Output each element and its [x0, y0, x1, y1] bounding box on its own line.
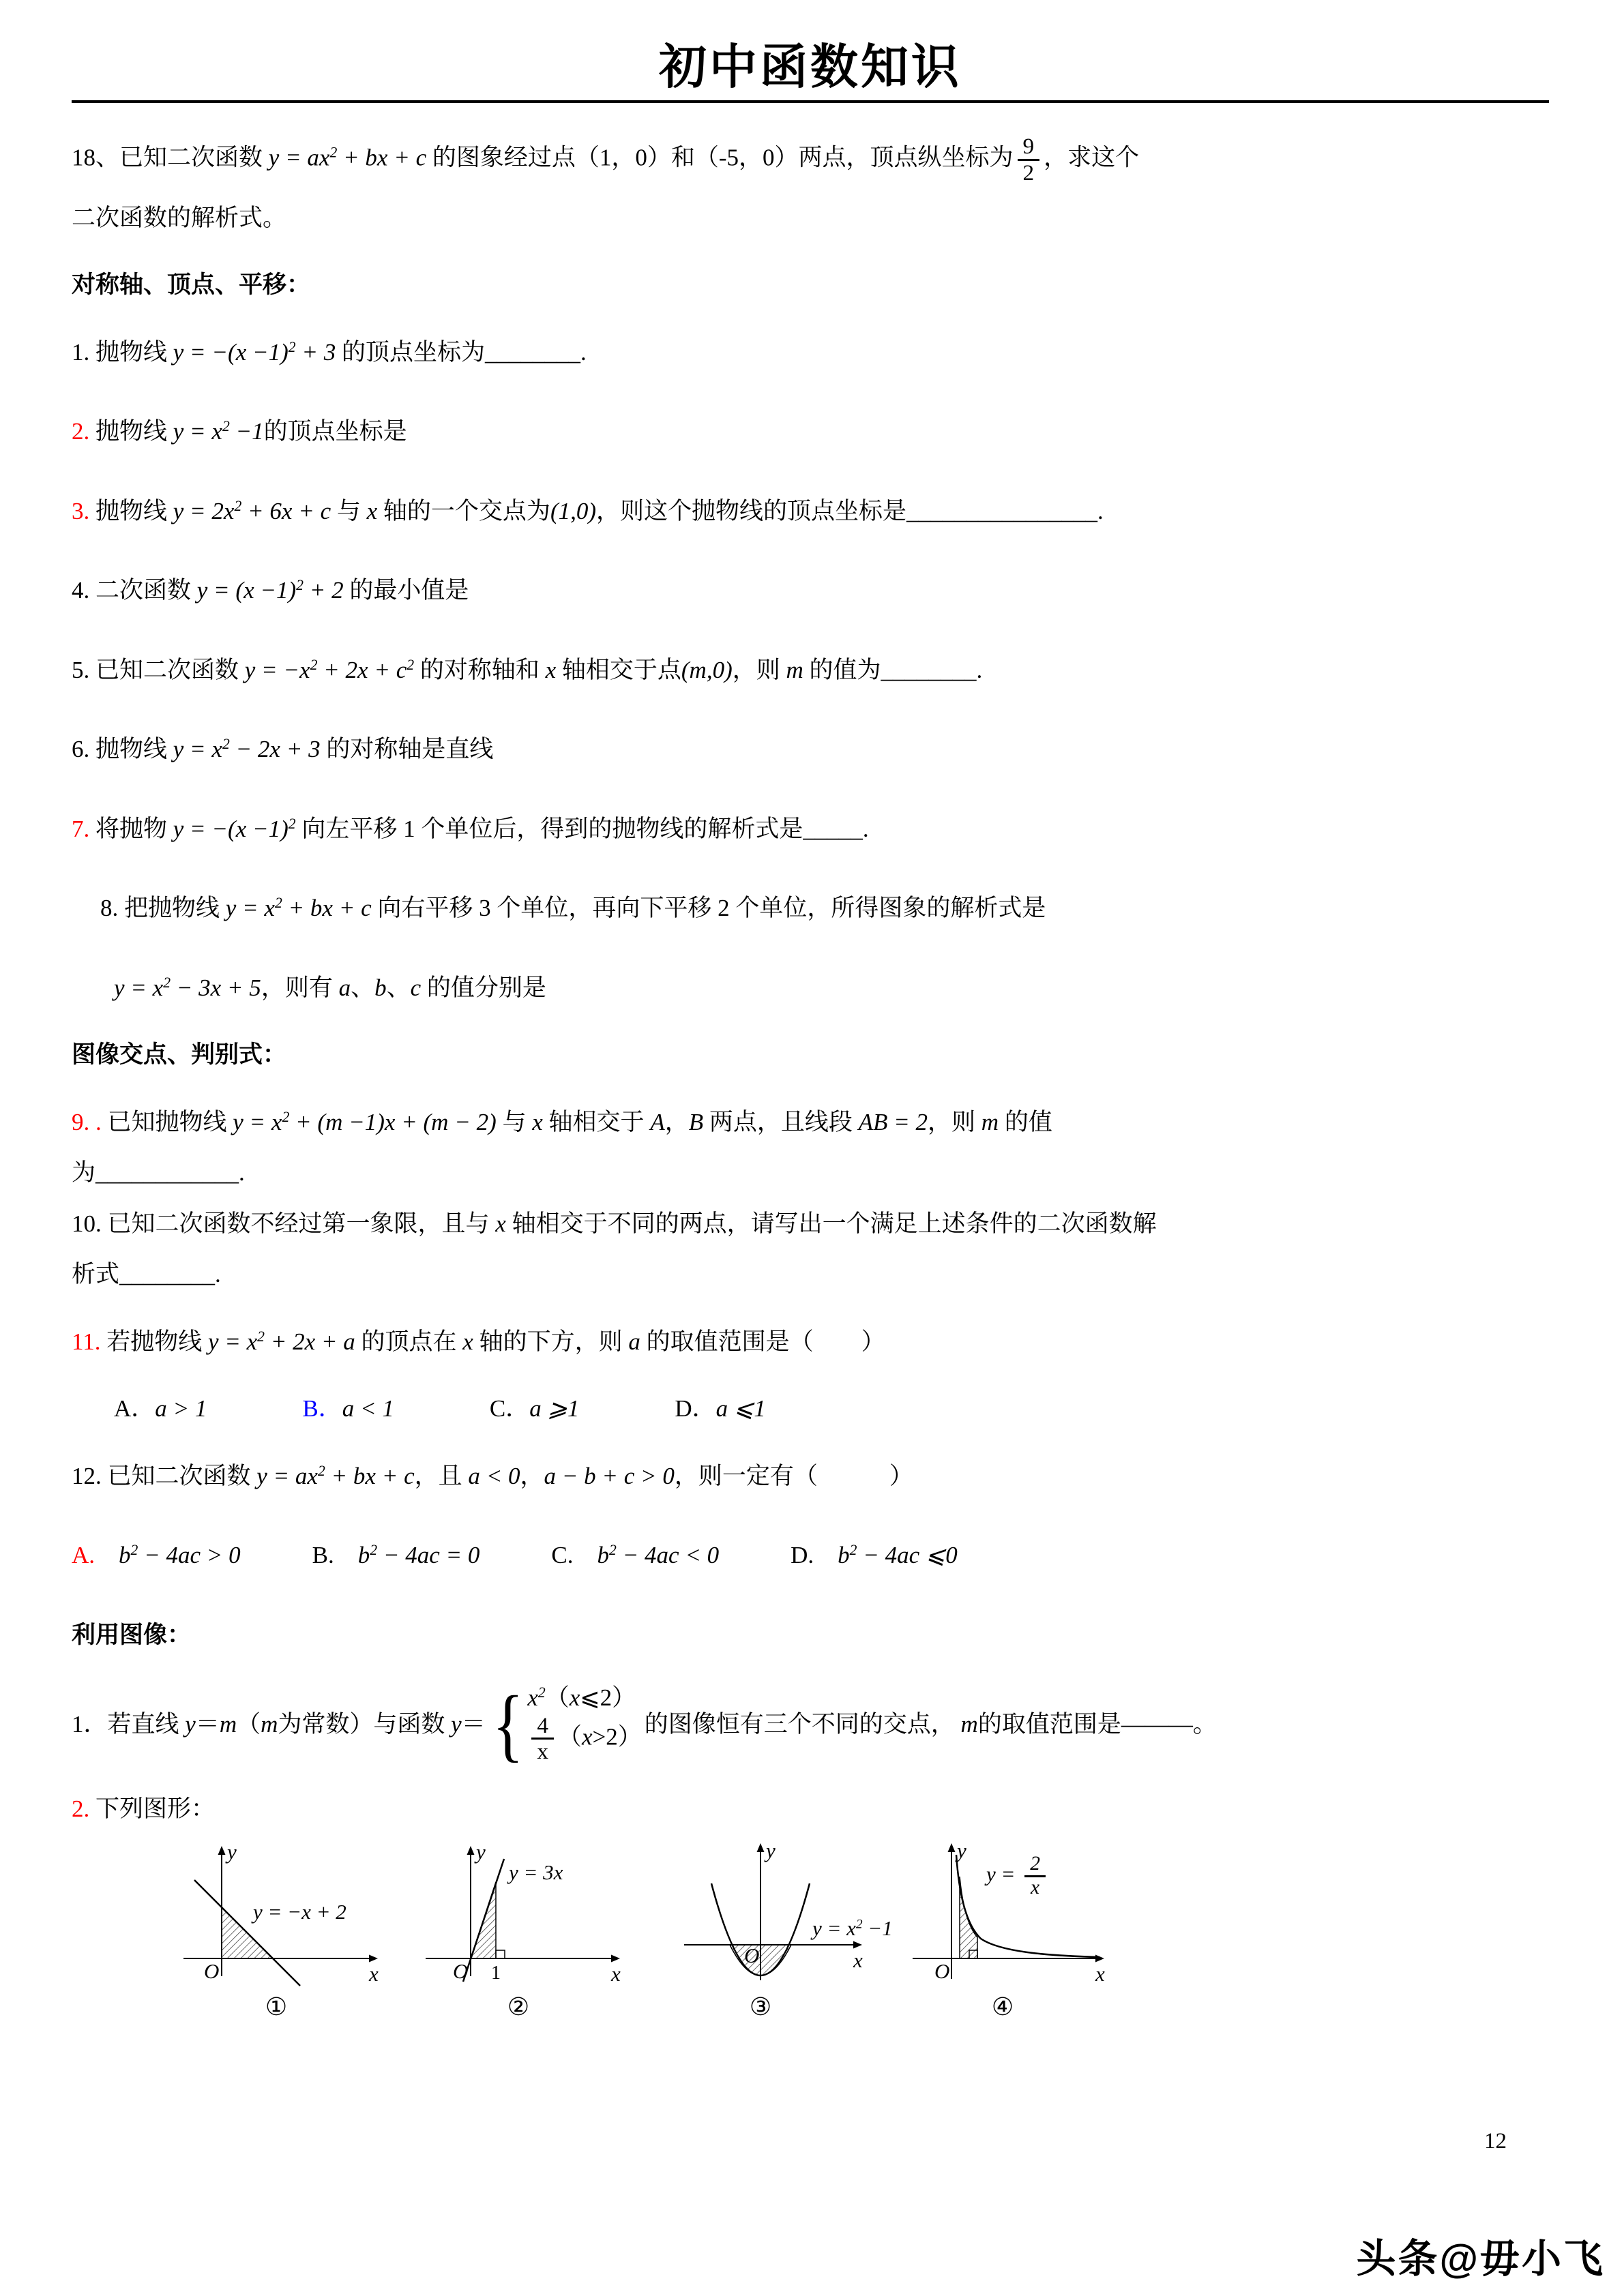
function-label: y = $\frac{2}{x}$ [986, 1853, 1050, 1899]
problem-8-line2: $y = x^2 - 3x + 5$，则有 a、b、c 的值分别是 [114, 974, 546, 1001]
x-axis-label: x [853, 1948, 863, 1972]
page-number: 12 [1484, 2129, 1507, 2153]
piecewise-case-bottom: $\frac{4}{x}$ （x>2） [527, 1714, 641, 1765]
x-axis-label: x [1095, 1961, 1105, 1986]
problem-10-line2: 析式________. [72, 1261, 221, 1288]
title-rule [72, 100, 1549, 103]
figure-caption: ④ [991, 1993, 1014, 2021]
problem-18-line1: 18、已知二次函数 $y = ax^2$ + bx + c 的图象经过点（1，0）和（-5，0）两点，顶点纵坐标为 $\frac{9}{2}$ ，求这个 [72, 134, 1140, 185]
y-axis-label: y [227, 1839, 237, 1864]
problem-7: 7. 将抛物 $y = -(x -1)^2$ 向左平移 1 个单位后，得到的抛物线的解析式是_____. [72, 815, 869, 842]
problem-12-options: A. $b^2 - 4ac > 0$ B. $b^2 - 4ac = 0$ C. $b^2 - 4ac < 0$ D. $b^2 - 4ac$ ⩽0 [72, 1542, 958, 1569]
problem-6: 6. 抛物线 $y = x^2 - 2x + 3$ 的对称轴是直线 [72, 736, 494, 763]
page-title: 初中函数知识 [659, 42, 962, 94]
origin-label: O [204, 1958, 220, 1983]
watermark: 头条@毋小飞 [1356, 2237, 1605, 2281]
function-label: $y = x^2 -1$ [812, 1915, 893, 1940]
piecewise-case-top: $x^2(x⩽2)$ [527, 1684, 636, 1712]
y-axis-label: y [957, 1838, 966, 1862]
graph-3 [658, 1838, 893, 2021]
brace-glyph: { [492, 1678, 524, 1770]
section-heading-axis: 对称轴、顶点、平移： [72, 271, 311, 299]
x-axis-label: x [611, 1961, 621, 1986]
problem-9-line1: 9. . 已知抛物线 $y = x^2 + (m -1)x + (m - 2)$ 与 x 轴相交于 A，B 两点，且线段 AB = 2，则 m 的值 [72, 1108, 1052, 1135]
x-axis-label: x [369, 1961, 379, 1986]
figure-caption: ① [265, 1993, 288, 2021]
graph-3-plot [658, 1843, 863, 1986]
figure-caption: ② [507, 1993, 530, 2021]
problem-10-line1: 10. 已知二次函数不经过第一象限，且与 x 轴相交于不同的两点，请写出一个满足上述条件的二次函数解 [72, 1210, 1157, 1237]
section-heading-intersect: 图像交点、判别式： [72, 1041, 287, 1069]
problem-12: 12. 已知二次函数 $y = ax^2$ + bx + c，且 a < 0，a − b + c > 0，则一定有（ ） [72, 1462, 913, 1489]
graph-4 [900, 1838, 1105, 2021]
usegraph-problem-2: 2. 下列图形： [72, 1795, 216, 1823]
problem-11-options: A．a > 1 B．a < 1 C．a ⩾1 D．a ⩽1 [114, 1395, 766, 1422]
problem-1: 1. 抛物线 $y = -(x -1)^2 + 3$ 的顶点坐标为________. [72, 338, 587, 366]
origin-label: O [744, 1943, 760, 1967]
problem-11: 11. 若抛物线 $y = x^2 + 2x + a$ 的顶点在 x 轴的下方，则 a 的取值范围是（ ） [72, 1328, 885, 1355]
problem-3: 3. 抛物线 $y = 2x^2 + 6x + c$ 与 x 轴的一个交点为(1,0)，则这个抛物线的顶点坐标是________________. [72, 497, 1104, 524]
section-heading-usegraph: 利用图像： [72, 1621, 192, 1648]
graph-1 [174, 1839, 379, 2021]
piecewise-cases [527, 1684, 641, 1764]
origin-label: O [453, 1958, 469, 1983]
origin-label: O [934, 1958, 950, 1983]
problem-18-line2: 二次函数的解析式。 [72, 204, 287, 231]
piecewise-function [488, 1678, 642, 1770]
problem-4: 4. 二次函数 $y = (x -1)^2 + 2$ 的最小值是 [72, 577, 469, 604]
x-tick-1: 1 [491, 1962, 501, 1984]
function-label: y = −x + 2 [253, 1899, 346, 1924]
problem-2: 2. 抛物线 $y = x^2 -1$的顶点坐标是 [72, 418, 407, 445]
function-label: y = 3x [509, 1860, 563, 1884]
usegraph-problem-1 [72, 1678, 1549, 1770]
problem-9-line2: 为____________. [72, 1159, 245, 1187]
y-axis-label: y [476, 1839, 486, 1864]
figure-row [174, 1838, 1549, 2021]
figure-caption: ③ [749, 1993, 772, 2021]
usegraph-q1-after: 的图像恒有三个不同的交点， m的取值范围是———。 [644, 1710, 1217, 1738]
usegraph-q1-before: 1．若直线 y＝m（m为常数）与函数 y＝ [72, 1710, 486, 1738]
y-axis-label: y [766, 1838, 776, 1862]
problem-5: 5. 已知二次函数 $y = -x^2 + 2x + c^2$ 的对称轴和 x 轴相交于点(m,0)，则 m 的值为________. [72, 656, 983, 683]
graph-2 [416, 1839, 621, 2021]
problem-8-line1: 8. 把抛物线 $y = x^2$ + bx + c 向右平移 3 个单位，再向下平移 2 个单位，所得图象的解析式是 [100, 895, 1046, 922]
